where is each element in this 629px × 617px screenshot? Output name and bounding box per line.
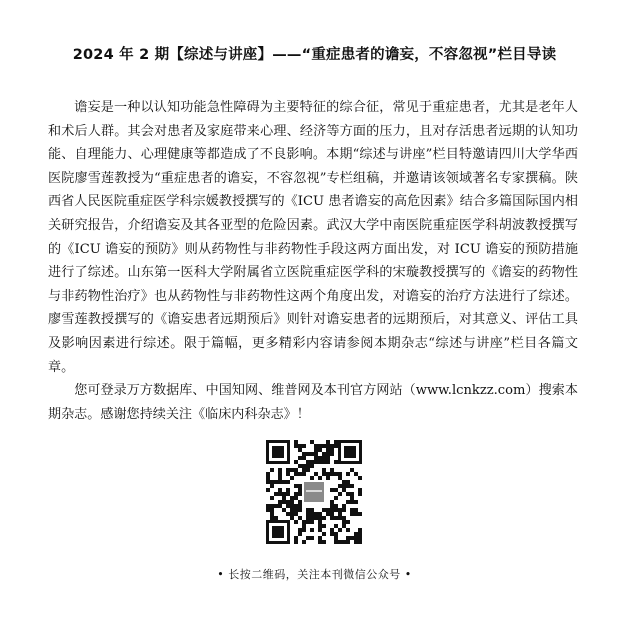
qr-code-icon[interactable] bbox=[262, 436, 366, 548]
paragraph-access: 您可登录万方数据库、中国知网、维普网及本刊官方网站（www.lcnkzz.com）搜索本期杂志。感谢您持续关注《临床内科杂志》！ bbox=[48, 383, 578, 422]
page-title: 2024 年 2 期【综述与讲座】——“重症患者的谵妄，不容忽视”栏目导读 bbox=[72, 47, 557, 63]
qr-caption: • 长按二维码，关注本刊微信公众号 • bbox=[217, 568, 412, 581]
article-body bbox=[48, 96, 578, 426]
paragraph-intro: 谵妄是一种以认知功能急性障碍为主要特征的综合征，常见于重症患者，尤其是老年人和术后人群。其会对患者及家庭带来心理、经济等方面的压力，且对存活患者远期的认知功能、自理能力、心理健康等都造成了不良影响。本期“综述与讲座”栏目特邀请四川大学华西医院廖雪莲教授为“重症患者的谵妄，不容忽视”专栏组稿，并邀请该领域著名专家撰稿。陕西省人民医院重症医学科宗媛教授撰写的《ICU 患者谵妄的高危因素》结合多篇国际国内相关研究报告，介绍谵妄及其各亚型的危险因素。武汉大学中南医院重症医学科胡波教授撰写的《ICU 谵妄的预防》则从药物性与非药物性手段这两方面出发，对 ICU 谵妄的预防措施进行了综述。山东第一医科大学附属省立医院重症医学科的宋璇教授撰写的《谵妄的药物性与非药物性治疗》也从药物性与非药物性这两个角度出发，对谵妄的治疗方法进行了综述。廖雪莲教授撰写的《谵妄患者远期预后》则针对谵妄患者的远期预后，对其意义、评估工具及影响因素进行综述。限于篇幅，更多精彩内容请参阅本期杂志“综述与讲座”栏目各篇文章。 bbox=[48, 100, 578, 375]
